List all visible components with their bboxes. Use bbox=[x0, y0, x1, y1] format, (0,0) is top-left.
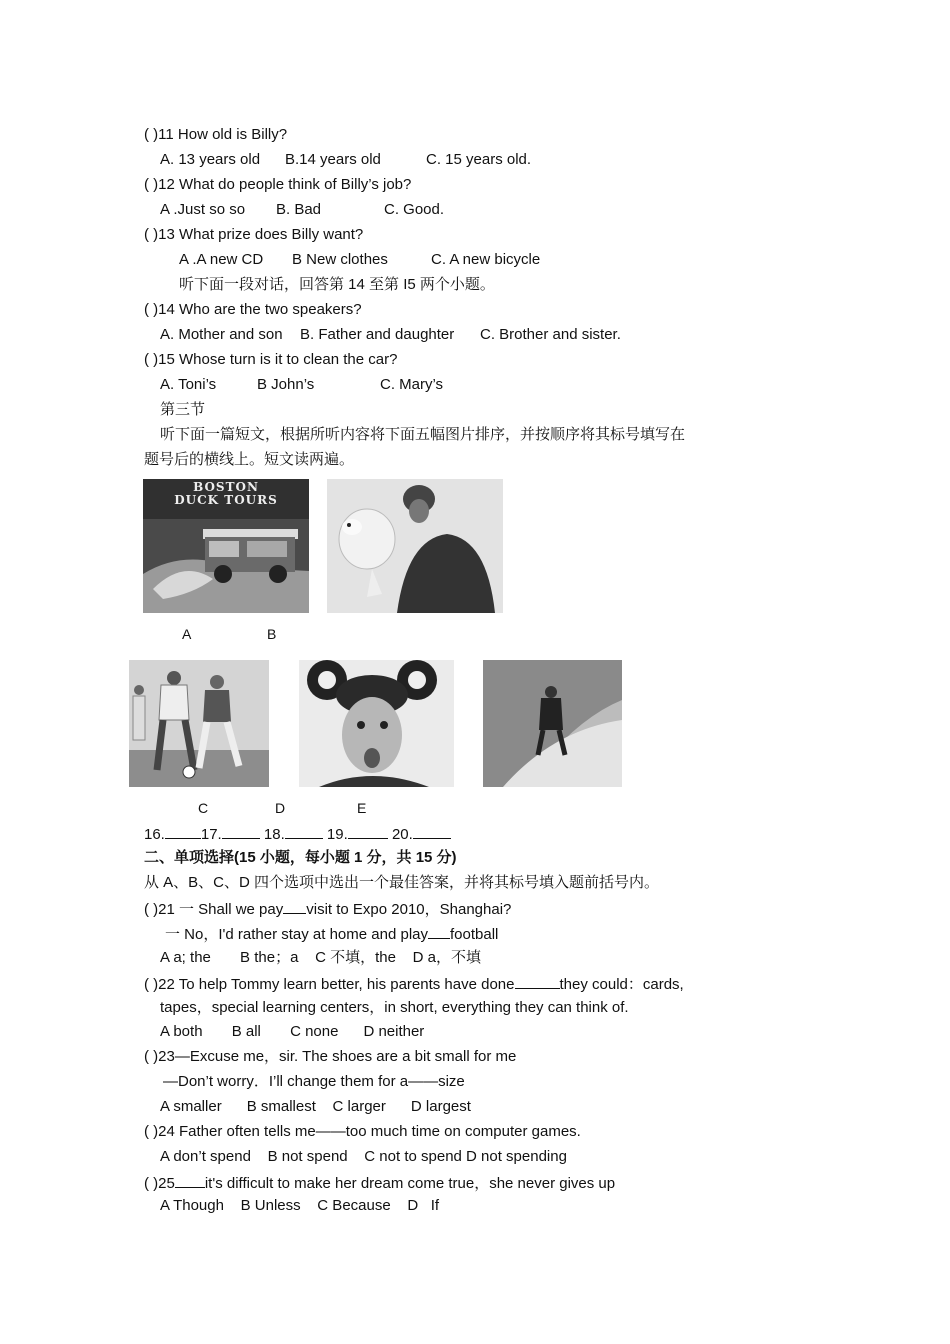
q21-reply-b: football bbox=[450, 926, 499, 943]
blank-19[interactable] bbox=[348, 824, 388, 839]
photo-a-duck-tour bbox=[143, 479, 309, 613]
blank-16[interactable] bbox=[165, 824, 201, 839]
dialogue-intro: 听下面一段对话，回答第 14 至第 I5 两个小题。 bbox=[179, 276, 495, 293]
q23-line2: —Don’t worry．I’ll change them for a——size bbox=[163, 1073, 465, 1090]
q23-options: A smaller B smallest C larger D largest bbox=[160, 1098, 471, 1115]
q22-text-b: they could：cards, bbox=[559, 976, 684, 993]
q13-stem: ( )13 What prize does Billy want? bbox=[144, 226, 364, 243]
q25-blank[interactable] bbox=[175, 1173, 205, 1188]
answer-blanks bbox=[144, 824, 451, 844]
blank-19-label: 19. bbox=[326, 826, 348, 843]
part2-heading: 二、单项选择(15 小题，每小题 1 分，共 15 分) bbox=[144, 849, 457, 866]
q14-option-a: A. Mother and son bbox=[160, 326, 283, 343]
q21-line2 bbox=[165, 924, 498, 944]
q12-stem: ( )12 What do people think of Billy’s job? bbox=[144, 176, 412, 193]
part2-instruction: 从 A、B、C、D 四个选项中选出一个最佳答案，并将其标号填入题前括号内。 bbox=[144, 874, 660, 891]
q21-blank-1[interactable] bbox=[283, 899, 306, 914]
section3-title: 第三节 bbox=[160, 401, 206, 418]
blank-17[interactable] bbox=[222, 824, 260, 839]
blank-16-label: 16. bbox=[144, 826, 165, 843]
q24-options: A don’t spend B not spend C not to spend D not spending bbox=[160, 1148, 567, 1165]
q23-line1: ( )23—Excuse me，sir. The shoes are a bit small for me bbox=[144, 1048, 517, 1065]
q25-text-a: ( )25 bbox=[144, 1175, 175, 1192]
photo-c-football bbox=[129, 660, 269, 787]
q25-options: A Though B Unless C Because D If bbox=[160, 1197, 440, 1214]
q11-option-b: B.14 years old bbox=[285, 151, 381, 168]
label-e: E bbox=[357, 800, 367, 816]
q25-line1 bbox=[144, 1173, 615, 1193]
photo-e-person-walking bbox=[483, 660, 622, 787]
q12-option-a: A .Just so so bbox=[160, 201, 246, 218]
photo-a-sign bbox=[143, 481, 309, 507]
photo-b-person-with-dog bbox=[327, 479, 503, 613]
q11-option-c: C. 15 years old. bbox=[426, 151, 532, 168]
q13-option-b: B New clothes bbox=[292, 251, 388, 268]
q11-option-a: A. 13 years old bbox=[160, 151, 261, 168]
q12-option-b: B. Bad bbox=[276, 201, 322, 218]
q15-option-c: C. Mary’s bbox=[380, 376, 444, 393]
q22-blank[interactable] bbox=[515, 974, 560, 989]
label-d: D bbox=[275, 800, 286, 816]
label-a: A bbox=[182, 626, 192, 642]
q15-stem: ( )15 Whose turn is it to clean the car? bbox=[144, 351, 398, 368]
q22-line1 bbox=[144, 974, 684, 994]
blank-20-label: 20. bbox=[391, 826, 413, 843]
q13-option-c: C. A new bicycle bbox=[431, 251, 541, 268]
photo-a-sign-line1: BOSTON bbox=[193, 480, 259, 494]
blank-18-label: 18. bbox=[263, 826, 285, 843]
q24-line1: ( )24 Father often tells me——too much time on computer games. bbox=[144, 1123, 581, 1140]
q12-option-c: C. Good. bbox=[384, 201, 445, 218]
q25-text-b: it's difficult to make her dream come true，she never gives up bbox=[204, 1175, 616, 1192]
blank-18[interactable] bbox=[285, 824, 323, 839]
q21-text-b: visit to Expo 2010，Shanghai? bbox=[306, 901, 512, 918]
label-c: C bbox=[198, 800, 209, 816]
q22-text-a: ( )22 To help Tommy learn better, his parents have done bbox=[144, 976, 515, 993]
photo-d-mouse-ears bbox=[299, 660, 454, 787]
q14-option-c: C. Brother and sister. bbox=[480, 326, 621, 343]
q15-option-a: A. Toni’s bbox=[160, 376, 217, 393]
q21-reply-a: 一 No，I'd rather stay at home and play bbox=[165, 926, 428, 943]
q14-stem: ( )14 Who are the two speakers? bbox=[144, 301, 362, 318]
q14-option-b: B. Father and daughter bbox=[300, 326, 455, 343]
q15-option-b: B John’s bbox=[257, 376, 315, 393]
photo-a-sign-line2: DUCK TOURS bbox=[174, 493, 278, 507]
label-b: B bbox=[267, 626, 277, 642]
q11-stem: ( )11 How old is Billy? bbox=[144, 126, 288, 143]
q22-line2: tapes，special learning centers，in short, everything they can think of. bbox=[160, 999, 629, 1016]
q13-option-a: A .A new CD bbox=[179, 251, 264, 268]
q21-blank-2[interactable] bbox=[428, 924, 450, 939]
q21-text-a: ( )21 一 Shall we pay bbox=[144, 901, 284, 918]
section3-instruction-line1: 听下面一篇短文，根据所听内容将下面五幅图片排序，并按顺序将其标号填写在 bbox=[160, 426, 686, 443]
q21-options: A a; the B the；a C 不填，the D a，不填 bbox=[160, 949, 481, 966]
q22-options: A both B all C none D neither bbox=[160, 1023, 425, 1040]
blank-20[interactable] bbox=[413, 824, 451, 839]
blank-17-label: 17. bbox=[200, 826, 222, 843]
q21-line1 bbox=[144, 899, 511, 919]
section3-instruction-line2: 题号后的横线上。短文读两遍。 bbox=[144, 451, 355, 468]
